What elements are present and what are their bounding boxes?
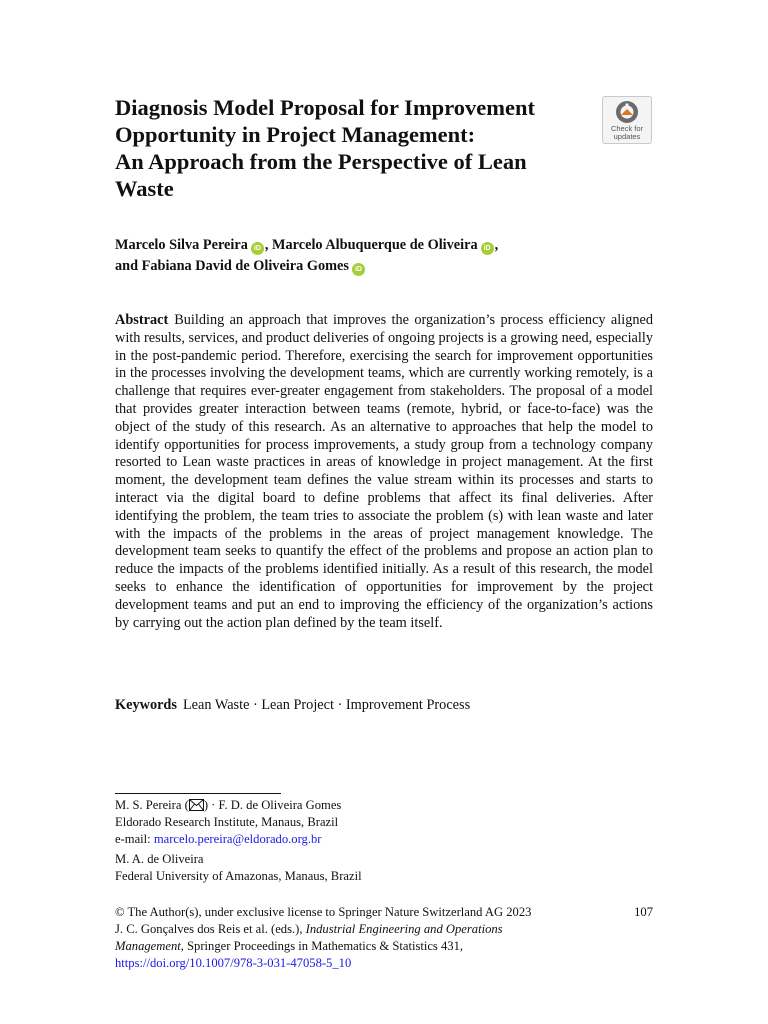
copyright-block (115, 904, 655, 972)
keywords (115, 696, 653, 714)
author-name: and Fabiana David de Oliveira Gomes (115, 258, 349, 274)
affiliation-authors: M. A. de Oliveira (115, 852, 204, 866)
check-for-updates-icon (615, 100, 639, 124)
author-name: , Marcelo Albuquerque de Oliveira (264, 237, 478, 253)
abstract (115, 312, 653, 632)
affiliation-email: e-mail: marcelo.pereira@eldorado.org.br (115, 832, 322, 846)
check-for-updates-badge[interactable] (602, 96, 652, 144)
title-line: Opportunity in Project Management: (115, 122, 476, 147)
abstract-label: Abstract (115, 312, 169, 328)
abstract-text: Building an approach that improves the organization’s process efficiency aligned with results, services, and product deliveries of ongoing projects is a growing need, especially in the post-pandemic period. Therefore, exercising the search for improvement opportunities in the processes involving the development teams, which are currently working remotely, is a challenge that requires ever-greater engagement from stakeholders. The proposal of a model that provides greater interaction between teams (remote, hybrid, or face-to-face) was the object of the study of this research. As an alternative to approaches that help the model to identify opportunities for process improvements, a study group from a technology company resorted to Lean waste practices in areas of knowledge in project management. At the first moment, the development team defines the value stream within its processes and starts to interact via the digital board to define problems that affect its final deliveries. After identifying the problem, the team tries to associate the problem (s) with lean waste and later with the impacts of the problems in the areas of project management knowledge. The development team seeks to quantify the effect of the problems and propose an action plan to reduce the impacts of the problems identified initially. As a result of this research, the model seeks to enhance the identification of opportunities for improvement by the project development teams and put an end to improving the efficiency of the organization’s actions by carrying out the action plan defined by the team itself. (115, 312, 653, 631)
author-line (115, 256, 655, 277)
paper-title (115, 94, 600, 202)
keywords-label: Keywords (115, 697, 177, 713)
affiliation-institution: Eldorado Research Institute, Manaus, Brazil (115, 815, 339, 829)
title-line: Waste (115, 176, 174, 201)
orcid-icon[interactable]: iD (481, 242, 494, 255)
author-list (115, 235, 655, 277)
author-name: Marcelo Silva Pereira (115, 237, 248, 253)
affiliation-block-2 (115, 851, 655, 885)
keywords-text: Lean Waste · Lean Project · Improvement Process (182, 697, 471, 713)
citation-line: Management, Springer Proceedings in Mathematics & Statistics 431, (115, 939, 464, 953)
author-line: Marcelo Silva Pereira iD , Marcelo Albuquerque de Oliveira iD , (115, 237, 499, 253)
citation-line: J. C. Gonçalves dos Reis et al. (eds.), Industrial Engineering and Operations (115, 922, 503, 936)
footnote-divider (115, 793, 281, 794)
orcid-icon[interactable]: iD (251, 242, 264, 255)
orcid-icon[interactable]: iD (352, 263, 365, 276)
email-link[interactable]: marcelo.pereira@eldorado.org.br (153, 832, 322, 846)
check-for-updates-label: Check for updates (610, 124, 644, 141)
page-number: 107 (634, 905, 653, 919)
copyright-line: © The Author(s), under exclusive license to Springer Nature Switzerland AG 2023 (115, 905, 532, 919)
affiliation-institution: Federal University of Amazonas, Manaus, Brazil (115, 869, 362, 883)
affiliation-block-1 (115, 797, 655, 848)
affiliation-authors: M. S. Pereira ( ) · F. D. de Oliveira Gomes (115, 798, 342, 812)
doi-link[interactable]: https://doi.org/10.1007/978-3-031-47058-5_10 (115, 956, 352, 970)
title-line: Diagnosis Model Proposal for Improvement (115, 95, 535, 120)
title-line: An Approach from the Perspective of Lean (115, 149, 527, 174)
envelope-icon[interactable] (189, 799, 204, 811)
